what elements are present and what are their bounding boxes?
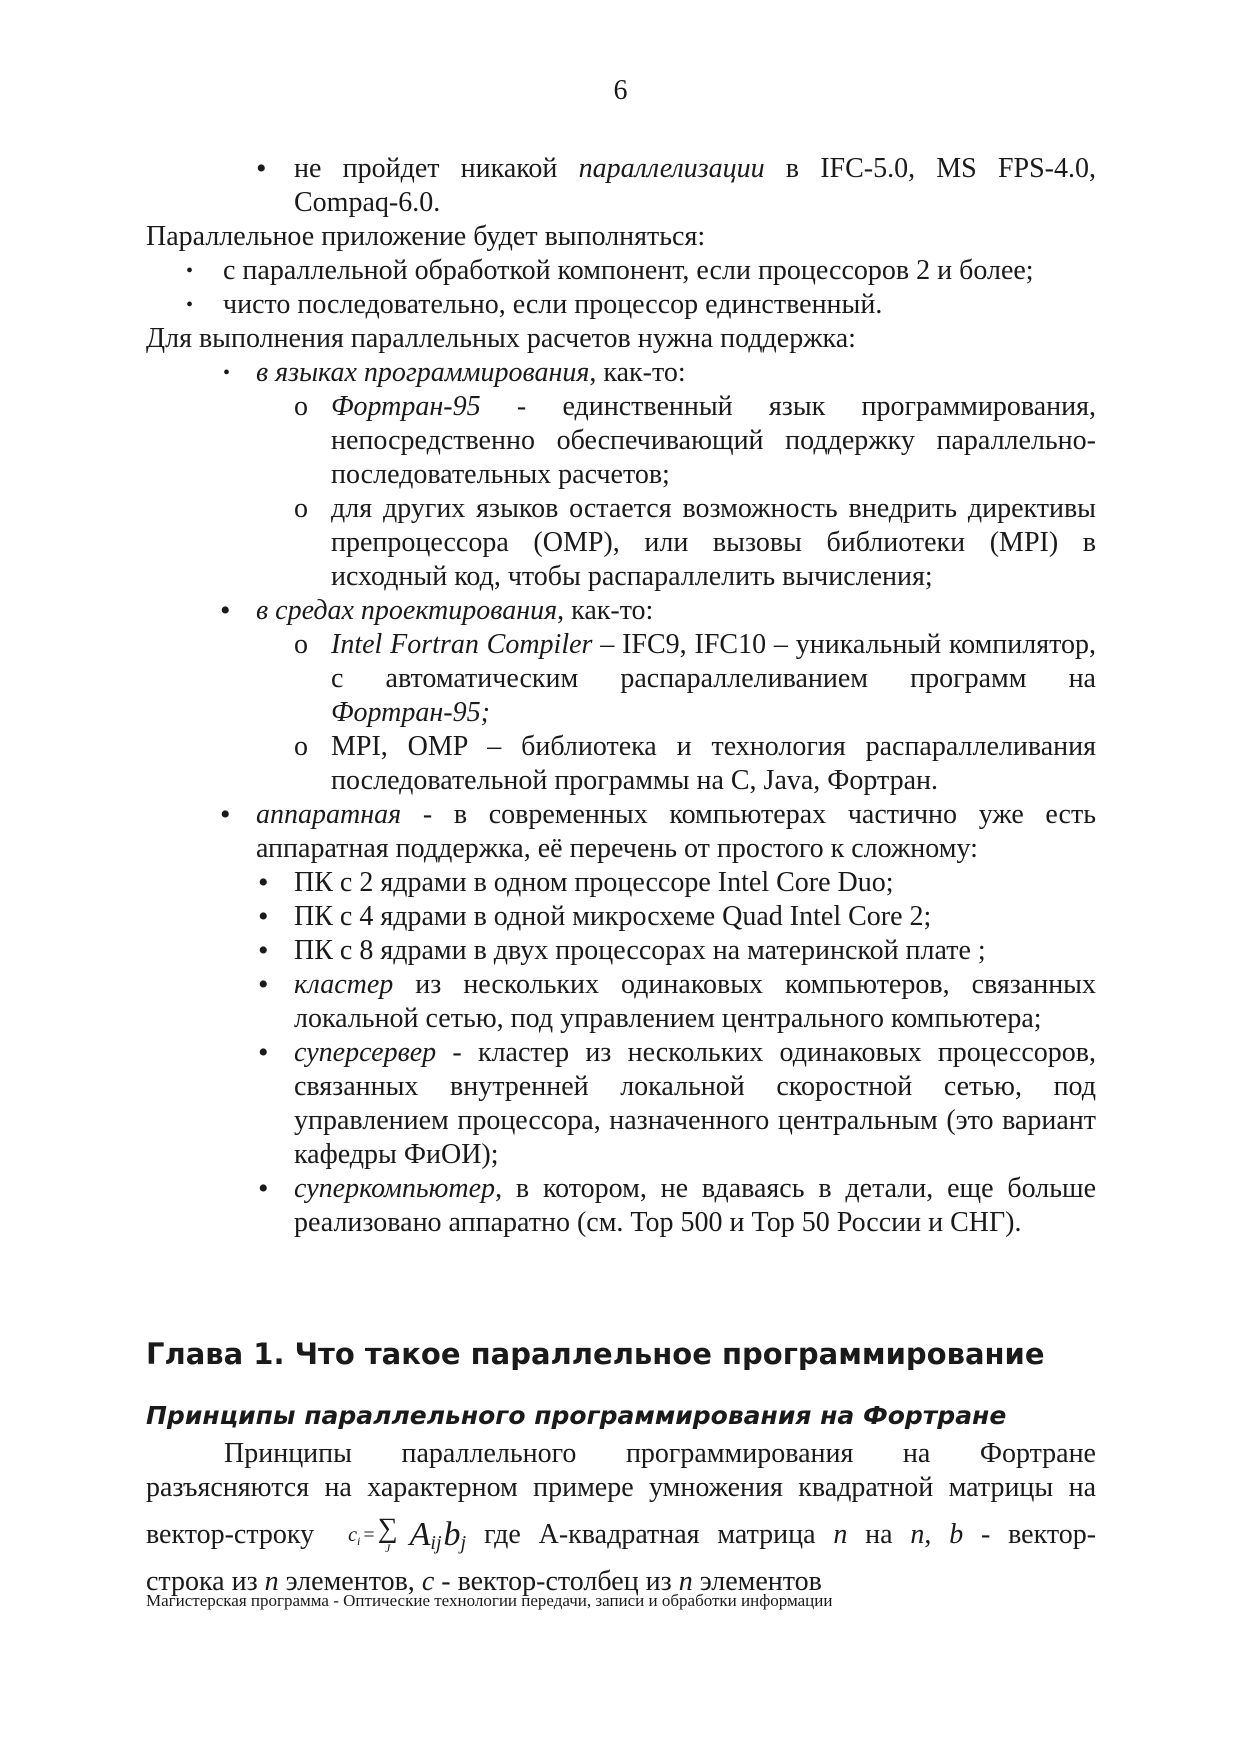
bullet-icon: • (258, 900, 269, 933)
bullet-icon: • (220, 798, 231, 831)
list-item: • суперсервер - кластер из нескольких одинаковых процессоров, связанных внутренней локальной скоростной сетью, под управлением процессора, назначенного центральным (это вариант кафедры ФиОИ); (258, 1036, 1096, 1170)
list-item: • суперкомпьютер, в котором, не вдаваясь в детали, еще больше реализовано аппаратно (см. Top 500 и Top 50 России и СНГ). (258, 1172, 1096, 1238)
circle-bullet-icon: o (294, 629, 308, 660)
bullet-icon: • (258, 934, 269, 967)
intro-paragraph (146, 1437, 1096, 1599)
list-item: o Фортран-95 - единственный язык программирования, непосредственно обеспечивающий поддержку параллельно-последовательных расчетов; (294, 391, 1096, 490)
bullet-icon: • (220, 594, 231, 627)
list-item: • ПК с 4 ядрами в одной микросхеме Quad Intel Core 2; (258, 900, 932, 933)
formula-label: вектор-строку (146, 1519, 315, 1550)
list-item: • не пройдет никакой параллелизации в IFC-5.0, MS FPS-4.0, Compaq-6.0. (256, 152, 1096, 218)
list-item: • с параллельной обработкой компонент, если процессоров 2 и более; (186, 255, 1034, 286)
chapter-title: Глава 1. Что такое параллельное программирование (146, 1337, 1045, 1371)
intro-line: строка из n элементов, c - вектор-столбец из n элементов (146, 1566, 822, 1597)
bullet-icon: • (223, 362, 231, 384)
list-item: • аппаратная - в современных компьютерах частично уже есть аппаратная поддержка, её перечень от простого к сложному: (220, 798, 1096, 864)
bullet-icon: • (258, 1172, 269, 1205)
bullet-icon: • (258, 968, 269, 1001)
bullet-icon: • (256, 152, 267, 185)
bullet-icon: • (186, 294, 194, 316)
page-content (146, 152, 1096, 1599)
circle-bullet-icon: o (294, 731, 308, 762)
page-number: 6 (613, 75, 628, 106)
circle-bullet-icon: o (294, 493, 308, 524)
list-item: o для других языков остается возможность внедрить директивы препроцессора (OMP), или вызовы библиотеки (MPI) в исходный код, чтобы распараллелить вычисления; (294, 493, 1096, 592)
formula-description: где А-квадратная матрица n на n, b - вектор- (484, 1519, 1097, 1550)
list-item: • ПК с 8 ядрами в двух процессорах на материнской плате ; (258, 934, 986, 967)
paragraph: Для выполнения параллельных расчетов нужна поддержка: (146, 323, 856, 354)
circle-bullet-icon: o (294, 391, 308, 422)
paragraph: Параллельное приложение будет выполняться: (146, 221, 706, 252)
bullet-icon: • (258, 1036, 269, 1069)
bullet-icon: • (186, 260, 194, 282)
formula: c i = ∑ J A ij b j (348, 1513, 467, 1555)
section-title: Принципы параллельного программирования на Фортране (146, 1401, 1007, 1430)
intro-line: Принципы параллельного программирования на Фортране (224, 1438, 1096, 1469)
list-item: • кластер из нескольких одинаковых компьютеров, связанных локальной сетью, под управлением центрального компьютера; (258, 968, 1096, 1034)
list-item: o MPI, OMP – библиотека и технология распараллеливания последовательной программы на С, Java, Фортран. (294, 731, 1096, 796)
list-item: • в языках программирования, как-то: (223, 357, 686, 388)
bullet-icon: • (258, 866, 269, 899)
list-item: • чисто последовательно, если процессор единственный. (186, 289, 883, 320)
list-item: o Intel Fortran Compiler – IFC9, IFC10 – уникальный компилятор, с автоматическим распараллеливанием программ на Фортран-95; (294, 629, 1096, 728)
list-item: • в средах проектирования, как-то: (220, 594, 654, 627)
list-item: • ПК с 2 ядрами в одном процессоре Intel Core Duo; (258, 866, 894, 899)
page-footer: Магистерская программа - Оптические технологии передачи, записи и обработки информации (146, 1591, 833, 1610)
formula-line (146, 1507, 1096, 1563)
sum-symbol: ∑ J (377, 1513, 398, 1555)
intro-line: разъясняются на характерном примере умножения квадратной матрицы на (146, 1472, 1096, 1503)
